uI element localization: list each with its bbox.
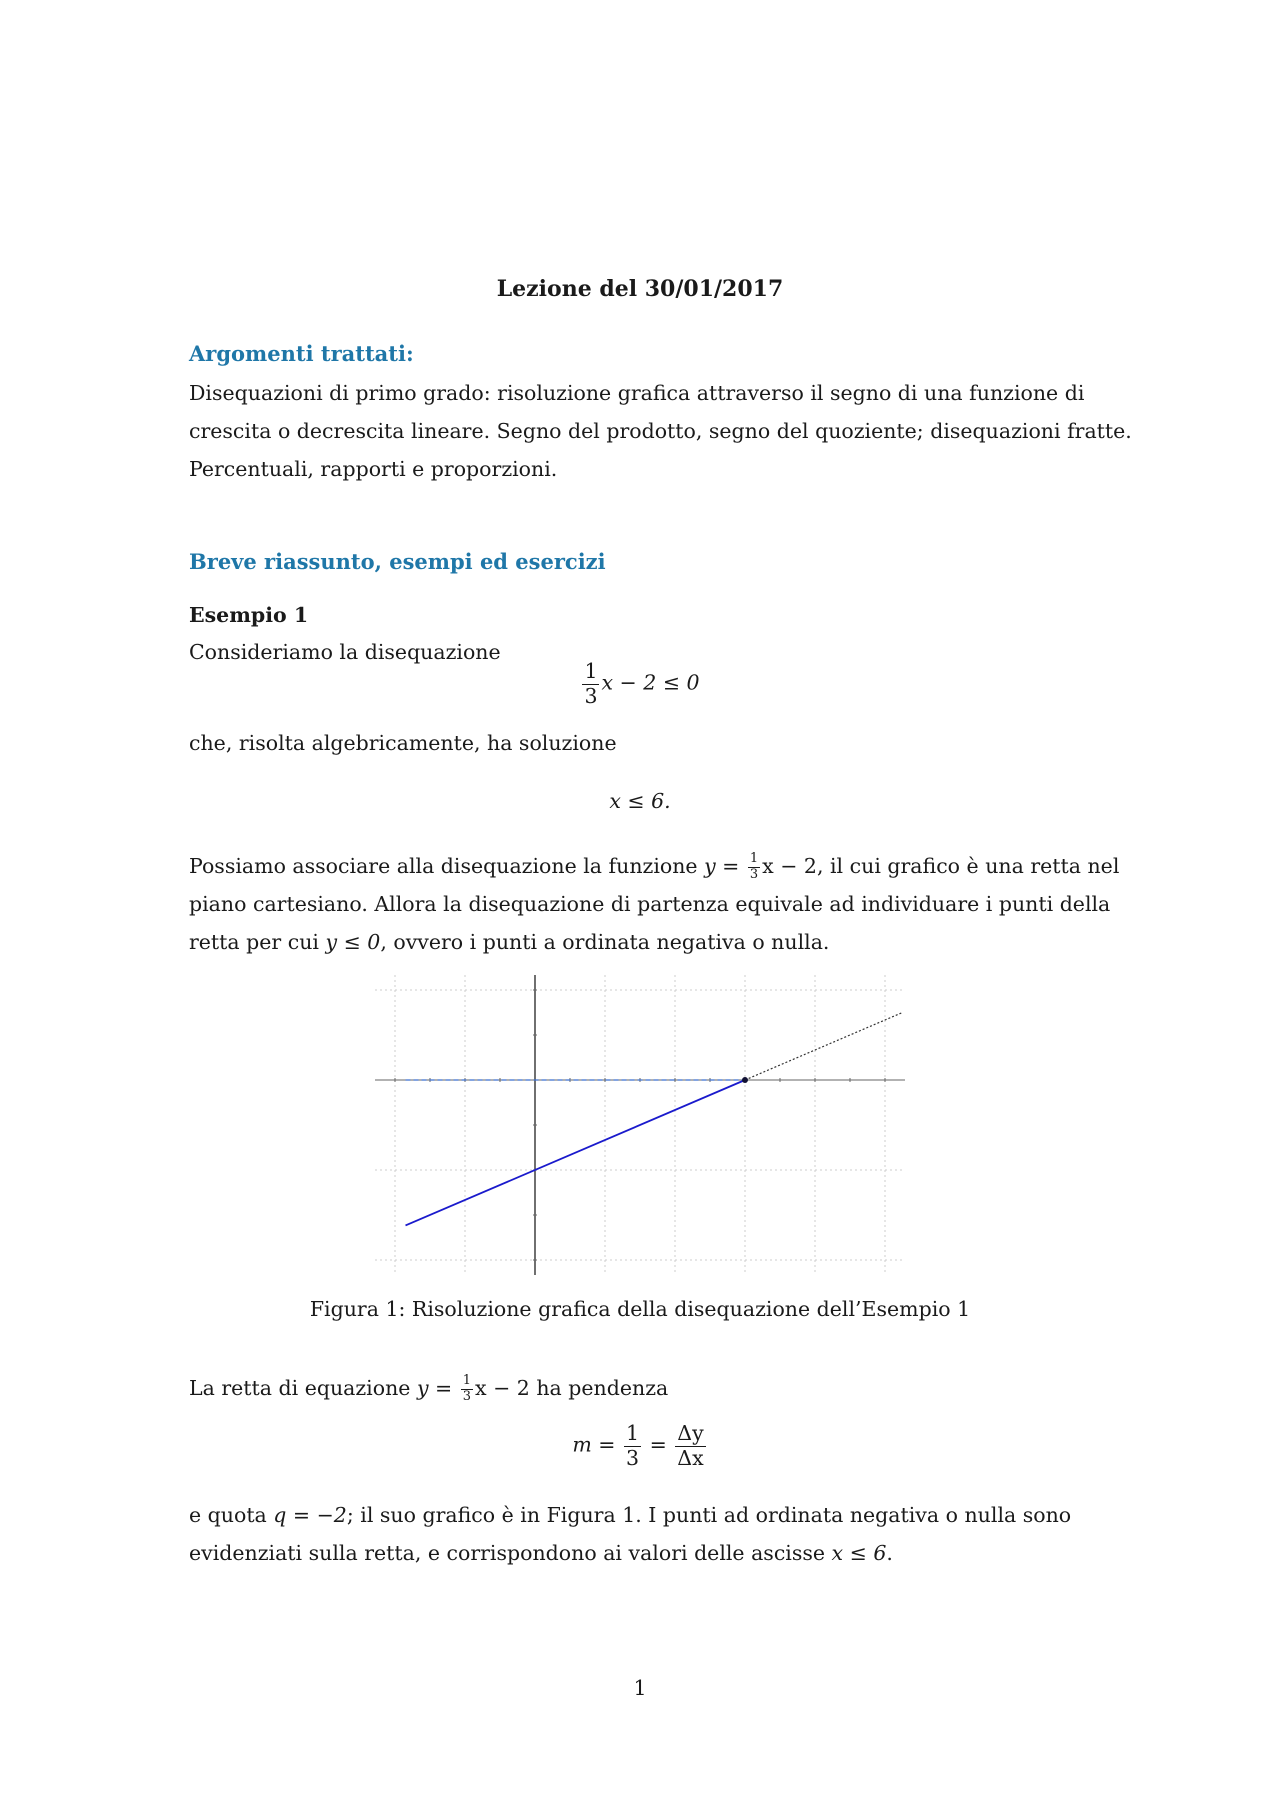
series-line-1 bbox=[745, 1013, 903, 1081]
slope-paragraph: e quota q = −2; il suo grafico è in Figura 1. I punti ad ordinata negativa o nulla sono evidenziati sulla retta, e corrispondono ai valori delle ascisse x ≤ 6. bbox=[189, 1503, 1072, 1565]
topics-line-2: crescita o decrescita lineare. Segno del prodotto, segno del quoziente; disequazioni fratte. bbox=[189, 419, 1132, 443]
inequality-formula bbox=[0, 660, 1280, 708]
page-title: Lezione del 30/01/2017 bbox=[496, 276, 784, 302]
example-heading: Esempio 1 bbox=[189, 603, 309, 627]
series-line-0 bbox=[406, 1080, 746, 1225]
example-paragraph-2 bbox=[189, 847, 1120, 961]
slope-intro-fraction: $\frac{1}{3}$ bbox=[462, 1373, 472, 1404]
figure-1-chart bbox=[375, 975, 905, 1275]
slope-intro: La retta di equazione y = $\frac{1}{3}$ x − 2 ha pendenza bbox=[189, 1373, 669, 1404]
solution-formula: x ≤ 6. bbox=[609, 789, 671, 813]
page-number: 1 bbox=[633, 1676, 647, 1700]
slope-formula: m = $\frac{1}{3}$ = $\frac{\Delta y}{\Delta x}$ bbox=[572, 1421, 704, 1470]
p2-line-3: retta per cui y ≤ 0, ovvero i punti a ordinata negativa o nulla. bbox=[189, 930, 830, 954]
topics-line-1: Disequazioni di primo grado: risoluzione grafica attraverso il segno di una funzione di bbox=[189, 381, 1085, 405]
example-after: che, risolta algebricamente, ha soluzione bbox=[189, 731, 617, 755]
topics-paragraph bbox=[189, 374, 1132, 488]
slope-fraction-1: $\frac{1}{3}$ bbox=[625, 1421, 640, 1470]
inequality-fraction: $\frac{1}{3}$ bbox=[584, 659, 598, 708]
inequality-rest: x − 2 ≤ 0 bbox=[601, 670, 700, 695]
slope-fraction-2: $\frac{\Delta y}{\Delta x}$ bbox=[677, 1421, 704, 1470]
p2-line-2: piano cartesiano. Allora la disequazione di partenza equivale ad individuare i punti della bbox=[189, 892, 1111, 916]
topics-line-3: Percentuali, rapporti e proporzioni. bbox=[189, 457, 558, 481]
example-intro: Consideriamo la disequazione bbox=[189, 640, 501, 664]
topics-heading: Argomenti trattati: bbox=[189, 341, 414, 366]
intersection-point bbox=[742, 1077, 748, 1083]
p2-line-1: Possiamo associare alla disequazione la funzione y = $\frac{1}{3}$ x − 2, il cui grafico è una retta nel bbox=[189, 851, 1120, 882]
p2-fraction: $\frac{1}{3}$ bbox=[749, 851, 759, 882]
figure-caption: Figura 1: Risoluzione grafica della disequazione dell’Esempio 1 bbox=[309, 1297, 971, 1321]
summary-heading: Breve riassunto, esempi ed esercizi bbox=[189, 549, 606, 574]
